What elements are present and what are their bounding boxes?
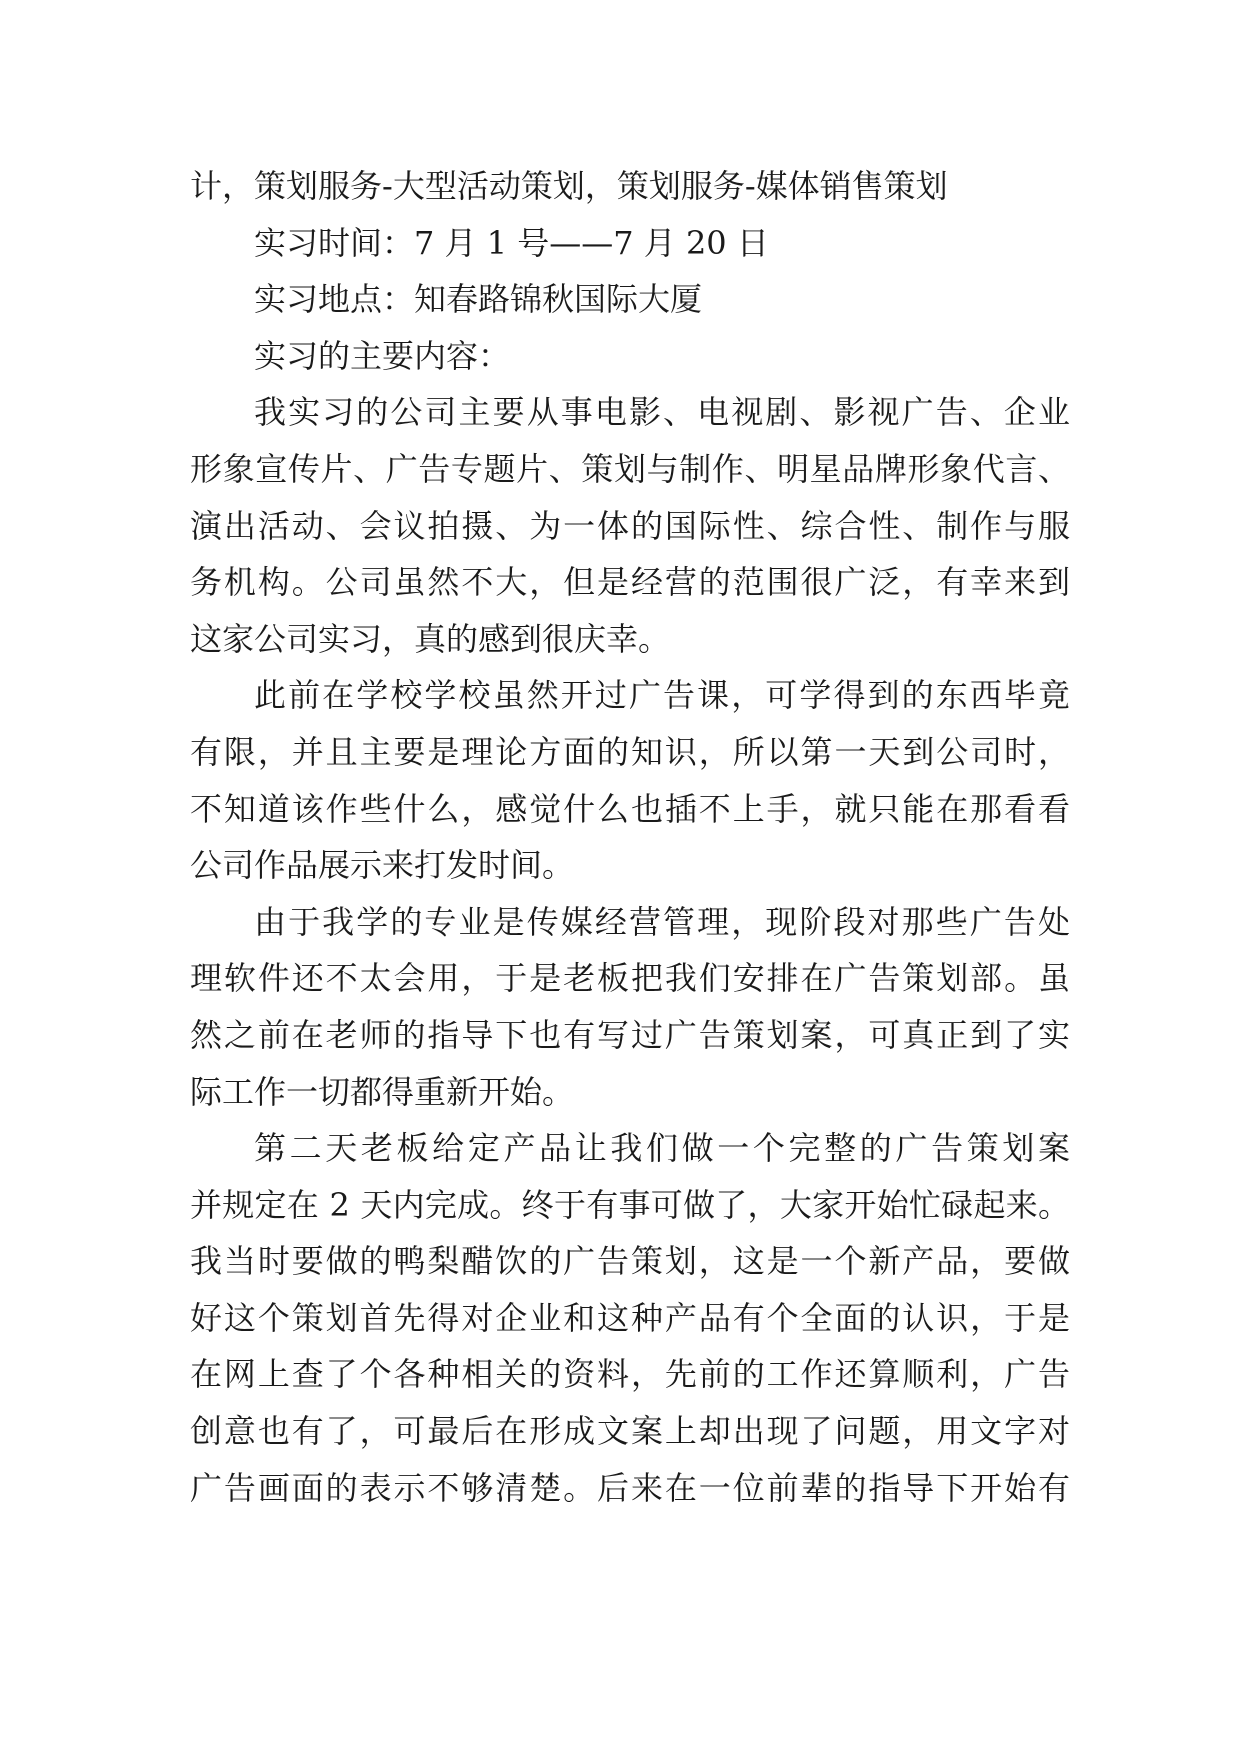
text-line: 演出活动、会议拍摄、为一体的国际性、综合性、制作与服 [190,506,1070,545]
text-line: 我实习的公司主要从事电影、电视剧、影视广告、企业 [254,393,1070,432]
text-line: 在网上查了个各种相关的资料，先前的工作还算顺利，广告 [190,1355,1070,1394]
text-line: 好这个策划首先得对企业和这种产品有个全面的认识，于是 [190,1298,1070,1337]
text-line: 此前在学校学校虽然开过广告课，可学得到的东西毕竟 [254,676,1070,715]
text-line: 计，策划服务-大型活动策划，策划服务-媒体销售策划 [190,167,948,205]
text-line: 我当时要做的鸭梨醋饮的广告策划，这是一个新产品，要做 [190,1242,1070,1281]
text-line: 并规定在 2 天内完成。终于有事可做了，大家开始忙碌起来。 [190,1185,1070,1224]
text-line: 这家公司实习，真的感到很庆幸。 [190,619,671,658]
text-line: 理软件还不太会用，于是老板把我们安排在广告策划部。虽 [190,959,1070,998]
text-line: 由于我学的专业是传媒经营管理，现阶段对那些广告处 [254,902,1070,941]
text-line: 不知道该作些什么，感觉什么也插不上手，就只能在那看看 [190,789,1070,828]
text-line: 实习时间：7 月 1 号——7 月 20 日 [254,223,769,262]
text-line: 然之前在老师的指导下也有写过广告策划案，可真正到了实 [190,1015,1070,1054]
text-line: 实习的主要内容： [254,336,511,375]
text-line: 广告画面的表示不够清楚。后来在一位前辈的指导下开始有 [190,1468,1070,1507]
text-line: 创意也有了，可最后在形成文案上却出现了问题，用文字对 [190,1412,1070,1451]
text-line: 务机构。公司虽然不大，但是经营的范围很广泛，有幸来到 [190,563,1070,602]
text-line: 公司作品展示来打发时间。 [190,846,575,885]
text-line: 第二天老板给定产品让我们做一个完整的广告策划案 [254,1129,1070,1168]
text-line: 实习地点：知春路锦秋国际大厦 [254,280,703,319]
text-line: 形象宣传片、广告专题片、策划与制作、明星品牌形象代言、 [190,449,1070,488]
text-line: 有限，并且主要是理论方面的知识，所以第一天到公司时， [190,732,1070,771]
text-line: 际工作一切都得重新开始。 [190,1072,575,1111]
body-text [190,158,1070,1516]
